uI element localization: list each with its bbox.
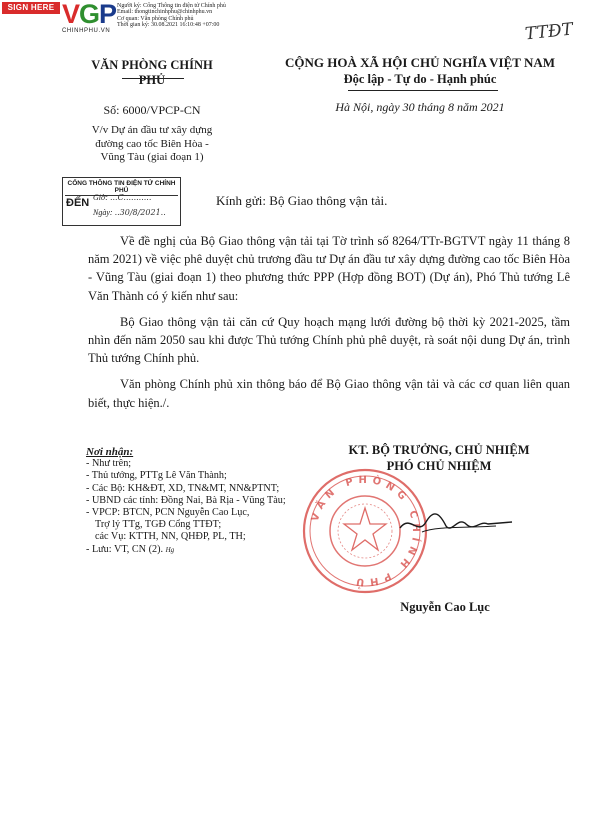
signer-info-line: Thời gian ký: 30.08.2021 16:10:48 +07:00 — [117, 22, 220, 29]
national-title: CỘNG HOÀ XÃ HỘI CHỦ NGHĨA VIỆT NAM — [284, 55, 556, 70]
distribution-item: các Vụ: KTTH, NN, QHĐP, PL, TH; — [95, 531, 246, 543]
vgp-logo-sub: CHINHPHU.VN — [62, 28, 111, 34]
signer-info-line: Cơ quan: Văn phòng Chính phủ — [117, 15, 194, 22]
body-paragraph: Về đề nghị của Bộ Giao thông vận tải tại Tờ trình số 8264/TTr-BGTVT ngày 11 tháng 8 năm 2021) về việc phê duyệt chủ trương đầu tư Dự án đầu tư xây dựng đường cao tốc Biên Hòa - Vũng Tàu (giai đoạn 1) theo phương thức PPP (Hợp đồng BOT) (Dự án), Phó Thủ tướng Lê Văn Thành có ý kiến như sau: — [88, 234, 570, 303]
recipient: Kính gửi: Bộ Giao thông vận tải. — [216, 193, 388, 208]
distribution-title: Nơi nhận: — [86, 446, 134, 458]
sign-here-badge: SIGN HERE — [2, 2, 60, 14]
received-stamp-date — [93, 208, 166, 217]
distribution-item: - UBND các tỉnh: Đồng Nai, Bà Rịa - Vũng Tàu; — [86, 494, 286, 506]
signature-subtitle: PHÓ CHỦ NHIỆM — [386, 459, 492, 473]
date-label: Ngày: — [93, 208, 113, 217]
body-paragraph: Văn phòng Chính phủ xin thông báo để Bộ Giao thông vận tải và các cơ quan liên quan biết, thực hiện./. — [88, 377, 570, 410]
national-motto: Độc lập - Tự do - Hạnh phúc — [343, 72, 497, 86]
subject-line: Vũng Tàu (giai đoạn 1) — [100, 151, 204, 163]
issuing-agency: VĂN PHÒNG CHÍNH PHỦ — [91, 58, 213, 87]
received-stamp-time — [93, 193, 151, 202]
document-number: Số: 6000/VPCP-CN — [103, 103, 201, 117]
place-date: Hà Nội, ngày 30 tháng 8 năm 2021 — [335, 100, 505, 114]
signer-info-line: Email: thongtinchinhphu@chinhphu.vn — [117, 9, 213, 16]
subject-line: V/v Dự án đầu tư xây dựng — [91, 124, 213, 136]
distribution-item-last — [86, 544, 316, 556]
document-subject — [62, 124, 242, 165]
handwritten-initials: Hg — [165, 545, 175, 554]
received-stamp-title: CỔNG THÔNG TIN ĐIỆN TỬ CHÍNH PHỦ — [65, 180, 178, 196]
handwritten-corner-mark: TTĐT — [524, 19, 574, 45]
signer-info-line: Người ký: Cổng Thông tin điện tử Chính phủ — [117, 3, 226, 9]
body-paragraph: Bộ Giao thông vận tải căn cứ Quy hoạch mạng lưới đường bộ thời kỳ 2021-2025, tầm nhìn đến năm 2050 sau khi được Thủ tướng Chính phủ phê duyệt, rà soát nội dung Dự án, trình Thủ tướng Chính phủ. — [88, 314, 570, 366]
date-value: ..30/8/2021.. — [114, 208, 166, 217]
seal-text: VĂN PHÒNG CHÍNH PHỦ — [309, 474, 422, 588]
digital-signer-info — [117, 3, 247, 29]
handwritten-signature — [396, 506, 516, 540]
distribution-item: - Lưu: VT, CN (2). — [86, 543, 164, 555]
received-stamp-den: ĐẾN — [66, 197, 90, 209]
vgp-logo-letters: VGP — [62, 0, 117, 29]
distribution-item: Trợ lý TTg, TGĐ Cổng TTĐT; — [95, 519, 222, 531]
body-text — [88, 232, 570, 420]
time-label: Giờ: — [93, 193, 108, 202]
vgp-logo — [62, 1, 122, 35]
received-stamp — [62, 177, 181, 226]
distribution-item: - Thủ tướng, PTTg Lê Văn Thành; — [86, 470, 227, 482]
subject-line: đường cao tốc Biên Hòa - — [95, 137, 209, 150]
signer-name: Nguyễn Cao Lục — [400, 600, 490, 614]
distribution-item: - Các Bộ: KH&ĐT, XD, TN&MT, NN&PTNT; — [86, 482, 280, 494]
time-value: ...C........... — [109, 193, 152, 202]
agency-underline — [122, 78, 184, 79]
distribution-item: - VPCP: BTCN, PCN Nguyễn Cao Lục, — [86, 507, 250, 519]
distribution-list — [86, 446, 316, 556]
motto-underline — [348, 90, 498, 91]
signature-title: KT. BỘ TRƯỞNG, CHỦ NHIỆM — [348, 443, 530, 457]
distribution-item: - Như trên; — [86, 458, 132, 470]
